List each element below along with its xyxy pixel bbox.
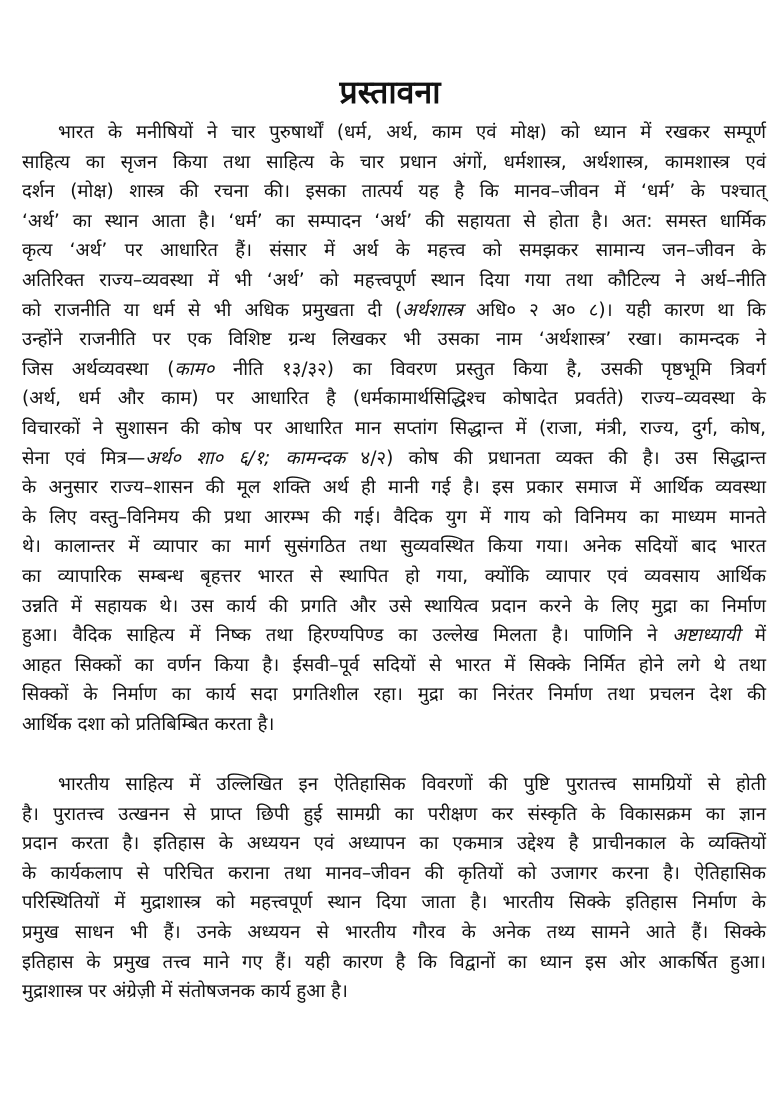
text-line: [22, 592, 766, 622]
text-line: [22, 562, 766, 592]
citation-text: अष्टाध्यायी: [672, 625, 741, 647]
body-text: जिस अर्थव्यवस्था (: [22, 358, 175, 380]
body-text: साहित्य का सृजन किया तथा साहित्य के चार प्रधान अंगों, धर्मशास्त्र, अर्थशास्त्र, कामशास्त्र एवं: [22, 151, 766, 173]
body-text: आर्थिक दशा को प्रतिबिम्बित करता है।: [22, 713, 275, 735]
body-text: है। पुरातत्त्व उत्खनन से प्राप्त छिपी हुई सामग्री का परीक्षण कर संस्कृति के विकासक्रम का ज्ञान: [22, 803, 766, 825]
text-line: [22, 710, 766, 740]
text-line: [22, 859, 766, 889]
body-text: (अर्थ, धर्म और काम) पर आधारित है (धर्मकामार्थसिद्धिश्च कोषादेत प्रवर्तते) राज्य–व्यवस्था के: [22, 388, 766, 410]
citation-text: अर्थ० शा० ६/१; कामन्दक: [145, 447, 346, 469]
body-text: सिक्कों के निर्माण का कार्य सदा प्रगतिशील रहा। मुद्रा का निरंतर निर्माण तथा प्रचलन देश की: [22, 684, 766, 706]
body-text: भारत के मनीषियों ने चार पुरुषार्थों (धर्म, अर्थ, काम एवं मोक्ष) को ध्यान में रखकर सम्पूर्ण: [58, 122, 766, 143]
body-text: प्रदान करता है। इतिहास के अध्ययन एवं अध्यापन का एकमात्र उद्देश्य है प्राचीनकाल के व्यक्तियों: [22, 833, 766, 855]
body-text: परिस्थितियों में मुद्राशास्त्र को महत्त्वपूर्ण स्थान दिया जाता है। भारतीय सिक्के इतिहास निर्माण के: [22, 892, 766, 914]
text-line: [22, 148, 766, 178]
paragraph-1: [22, 118, 766, 739]
text-line: [22, 948, 766, 978]
text-line: [22, 977, 766, 1007]
body-text: के अनुसार राज्य–शासन की मूल शक्ति अर्थ ही मानी गई है। इस प्रकार समाज में आर्थिक व्यवस्था: [22, 477, 766, 499]
body-text: सेना एवं मित्र—: [22, 447, 146, 469]
text-line: [22, 296, 766, 326]
text-line: [22, 680, 766, 710]
text-line: [22, 325, 766, 355]
text-line: [22, 770, 766, 800]
citation-text: अर्थशास्त्र: [402, 299, 463, 321]
text-line: [22, 236, 766, 266]
text-line: [22, 355, 766, 385]
text-line: [22, 800, 766, 830]
body-text: ‘अर्थ’ का स्थान आता है। ‘धर्म’ का सम्पादन ‘अर्थ’ की सहायता से होता है। अत: समस्त धार्मिक: [22, 210, 766, 232]
body-text: आहत सिक्कों का वर्णन किया है। ईसवी–पूर्व सदियों से भारत में सिक्के निर्मित होने लगे थे तथा: [22, 654, 766, 676]
body-text: इतिहास के प्रमुख तत्त्व माने गए हैं। यही कारण है कि विद्वानों का ध्यान इस ओर आकर्षित हुआ।: [22, 951, 766, 973]
text-line: [22, 266, 766, 296]
body-text: को राजनीति या धर्म से भी अधिक प्रमुखता दी (: [22, 299, 403, 321]
body-text: उन्होंने राजनीति पर एक विशिष्ट ग्रन्थ लिखकर भी उसका नाम ‘अर्थशास्त्र’ रखा। कामन्दक ने: [22, 329, 766, 351]
body-text: नीति १३/३२) का विवरण प्रस्तुत किया है, उसकी पृष्ठभूमि त्रिवर्ग: [214, 358, 767, 380]
body-text: विचारकों ने सुशासन की कोष पर आधारित मान सप्तांग सिद्धान्त में (राजा, मंत्री, राज्य, दुर्ग, कोष,: [22, 417, 766, 439]
body-text: अधि० २ अ० ८)। यही कारण था कि: [462, 299, 766, 321]
text-line: [22, 621, 766, 651]
body-text: थे। कालान्तर में व्यापार का मार्ग सुसंगठित तथा सुव्यवस्थित किया गया। अनेक सदियों बाद भारत: [22, 536, 766, 558]
text-line: [22, 177, 766, 207]
text-line: [22, 207, 766, 237]
text-line: [22, 888, 766, 918]
text-line: [22, 918, 766, 948]
body-text: मुद्राशास्त्र पर अंग्रेज़ी में संतोषजनक कार्य हुआ है।: [22, 981, 348, 1003]
body-text: के लिए वस्तु–विनिमय की प्रथा आरम्भ की गई। वैदिक युग में गाय को विनिमय का माध्यम मानते: [22, 506, 766, 528]
text-line: [22, 651, 766, 681]
text-line: [22, 414, 766, 444]
body-text: दर्शन (मोक्ष) शास्त्र की रचना की। इसका तात्पर्य यह है कि मानव–जीवन में ‘धर्म’ के पश्चात्: [22, 181, 766, 203]
body-text: उन्नति में सहायक थे। उस कार्य की प्रगति और उसे स्थायित्व प्रदान करने के लिए मुद्रा का निर्माण: [22, 595, 766, 617]
text-line: [22, 118, 766, 148]
citation-text: काम०: [174, 358, 215, 380]
body-text: हुआ। वैदिक साहित्य में निष्क तथा हिरण्यपिण्ड का उल्लेख मिलता है। पाणिनि ने: [22, 625, 673, 647]
body-text: का व्यापारिक सम्बन्ध बृहत्तर भारत से स्थापित हो गया, क्योंकि व्यापार एवं व्यवसाय आर्थिक: [22, 565, 766, 587]
text-line: [22, 473, 766, 503]
text-line: [22, 532, 766, 562]
page-title: प्रस्तावना: [339, 73, 441, 111]
body-text: में: [740, 625, 766, 647]
text-line: [22, 829, 766, 859]
body-text: भारतीय साहित्य में उल्लिखित इन ऐतिहासिक विवरणों की पुष्टि पुरातत्त्व सामग्रियों से होती: [58, 774, 766, 795]
body-text: अतिरिक्त राज्य–व्यवस्था में भी ‘अर्थ’ को महत्त्वपूर्ण स्थान दिया गया तथा कौटिल्य ने अर्थ–नीति: [22, 269, 766, 291]
text-line: [22, 503, 766, 533]
body-text: कृत्य ‘अर्थ’ पर आधारित हैं। संसार में अर्थ के महत्त्व को समझकर सामान्य जन–जीवन के: [22, 240, 766, 262]
text-line: [22, 384, 766, 414]
body-text: ४/२) कोष की प्रधानता व्यक्त की है। उस सिद्धान्त: [345, 447, 766, 469]
body-text: प्रमुख साधन भी हैं। उनके अध्ययन से भारतीय गौरव के अनेक तथ्य सामने आते हैं। सिक्के: [22, 921, 766, 943]
paragraph-2: [22, 770, 766, 1007]
body-text: के कार्यकलाप से परिचित कराना तथा मानव–जीवन की कृतियों को उजागर करना है। ऐतिहासिक: [22, 862, 766, 884]
text-line: [22, 444, 766, 474]
